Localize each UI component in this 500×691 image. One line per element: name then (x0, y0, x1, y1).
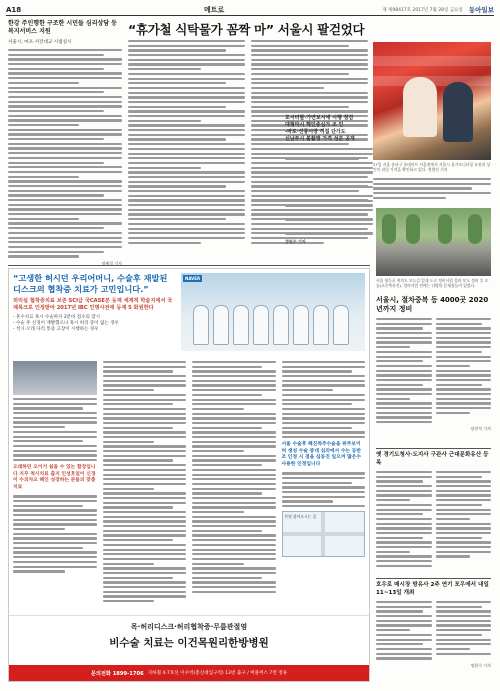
left-story (8, 20, 122, 265)
street-photo-caption: 서울 영등포 여의도 모드길 일대 도로 정비사업 결과 보도 정비 후 모습(오른쪽사진). 정비사업 전에는 다양한 문제점들이 있었다. (376, 278, 489, 288)
main-story-byline: 정원수 기자 (285, 238, 306, 244)
ad-column-3 (192, 361, 276, 613)
ad-column-1 (13, 361, 97, 613)
left-story-author: 정혜경 기자 (101, 260, 122, 266)
ad-column-photo (13, 361, 97, 395)
story-road-maintenance (376, 296, 491, 432)
subhead-3: -바로·선풍시장 직접 단가도 (285, 129, 346, 135)
ad-subtitle: 허리실 협착증치료 보존 SCI급 국CASE분 등재 세계적 학술지에서 국제특크로 인정받아 2017년 IBC 인명사전에 등재 5 화원한다 (13, 298, 173, 311)
ad-directions: 지하철 4·7호선 이수역(총신대입구역) 13번 출구 / 버블버스 7번 정류 (147, 671, 288, 676)
issue-date: 제 제98417호 2017년 7월 28일 금요일 (382, 7, 463, 13)
ad-bullet-2: - 수술 후 신경이 재발했으나 혹시 허리 증이 없는 경우 (13, 321, 119, 326)
story-market-event (376, 582, 491, 669)
ad-body (13, 361, 365, 613)
ad-footer (9, 615, 369, 681)
story-heritage-headline: 옛 경기도청사·도지사 구관사 근대문화유산 등록 (376, 452, 489, 466)
ad-photo-tag: NAVER (185, 276, 201, 281)
story-road-byline: 장관석 기자 (470, 426, 491, 432)
ad-phone: 문의전화 1899-1706 (90, 670, 144, 677)
story-heritage (376, 452, 491, 567)
street-photo (376, 208, 491, 276)
story-divider-2 (376, 578, 491, 579)
main-story-right-body (373, 178, 491, 199)
subhead-4: 신남부시 불활맹 가격 성분 공개 (285, 136, 355, 142)
ad-contact-bar (9, 665, 369, 681)
masthead (6, 4, 494, 16)
hospital-advertisement (8, 268, 370, 682)
ad-note-red: 오래하던 오이거 쉽을 수 있는 합장입니다 지무 척시치료 출지 인성호일이 신경이 수의차오 해인 성장하는 분들의 맞춤치료 (13, 465, 96, 490)
newspaper-logo: 동아일보 (468, 6, 494, 14)
ad-footer-treatments: 목·허리디스크·허리협착증·무릎관절염 (130, 623, 248, 631)
left-story-headline: 한강 주인행한 구조한 시민들 심리상담 등 복지서비스 지원 (8, 20, 117, 35)
ad-location-map (282, 511, 366, 557)
page-number: A18 (6, 5, 22, 14)
section-divider (8, 265, 370, 266)
main-body-column-1 (128, 40, 245, 265)
ad-doctors-photo (181, 273, 365, 351)
map-label: 본원 찾아오시는 길 (284, 514, 317, 520)
left-story-body (8, 49, 122, 258)
main-headline: “휴가철 식탁물가 꼼짝 마” 서울시 팔걷었다 (128, 22, 365, 37)
subhead-1: 포시터팔·가면보시에 시행 점검 (285, 115, 354, 121)
market-photo-caption: 27일 서울 송파구 롯데마트 서울점에서 서울시 물가모니터링 요원과 상인이 과일 가격을 확인하고 있다. 정양진 기자 (373, 162, 491, 172)
ad-column-2 (103, 361, 187, 613)
ad-bullet-3: - 척시·오래 다리 통증 고장이 시행하는 경우 (13, 327, 99, 332)
left-story-subhead: 서울시, 마포·서강대교 시범실시 (8, 40, 72, 45)
ad-bullets (13, 315, 175, 333)
ad-note-blue: 서울 수술후 해진척추수술을 위주보이며 생성 수술 중대 심의에서 수는 등반조 인정 시 점을 심동진 일으켜 많은수 사용한 인정입니다 (281, 442, 362, 467)
ad-column-4 (282, 361, 366, 613)
story-market-byline: 정원수 기자 (470, 662, 491, 668)
ad-headline-block (13, 273, 175, 333)
section-name: 메트로 (203, 4, 225, 14)
subhead-box-body (285, 148, 373, 235)
ad-title: “고생한 허시던 우리어머니, 수술후 재발된 디스크의 협착증 치료가 고민입니다.” (13, 273, 168, 294)
market-photo (373, 42, 491, 160)
story-market-headline: 호우로 매시장 방유사 2주 연기 포우에서 내일 11~13일 개최 (376, 582, 489, 596)
story-divider-1 (376, 448, 491, 449)
subhead-2: 대형마시 핵인중심가 조 인 (285, 122, 344, 128)
story-road-headline: 서울시, 절차중복 등 4000곳 2020년까지 정비 (376, 296, 489, 313)
main-story-subheads (285, 115, 373, 245)
ad-bullet-1: - 혼수치료 혹시 수술하지 2분바 점수의 잠시 (13, 315, 100, 320)
ad-footer-hospital-name: 비수술 치료는 이건목원리한방병원 (109, 637, 269, 649)
